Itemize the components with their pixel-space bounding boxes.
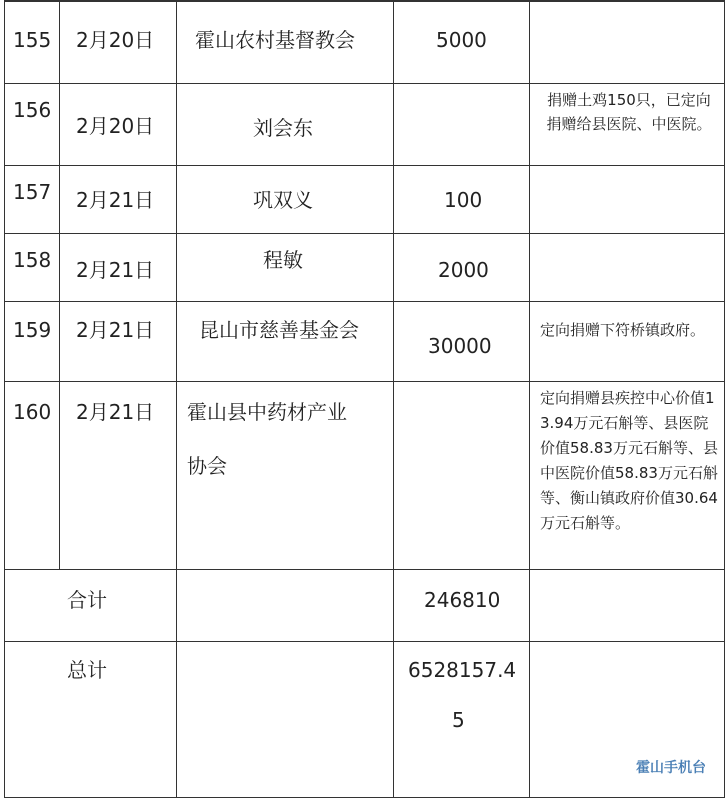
date-cell bbox=[60, 166, 177, 234]
donor-name: 程敏 bbox=[263, 248, 303, 272]
total-label: 总计 bbox=[67, 658, 107, 682]
donor-cell bbox=[177, 302, 394, 382]
total-label-cell bbox=[4, 642, 177, 798]
date: 2月21日 bbox=[76, 318, 155, 342]
donor-name-line-1: 霍山县中药材产业 bbox=[187, 400, 347, 424]
row-number: 155 bbox=[13, 28, 52, 52]
note-cell bbox=[530, 0, 725, 84]
table-row bbox=[4, 0, 725, 84]
row-number: 158 bbox=[13, 248, 52, 272]
table-row bbox=[4, 234, 725, 302]
note-cell bbox=[530, 166, 725, 234]
date: 2月20日 bbox=[76, 114, 155, 138]
row-number-cell bbox=[4, 84, 60, 166]
note-cell bbox=[530, 642, 725, 798]
note-text: 捐赠土鸡150只，已定向捐赠给县医院、中医院。 bbox=[546, 91, 712, 133]
date: 2月21日 bbox=[76, 400, 155, 424]
row-number-cell bbox=[4, 0, 60, 84]
note-cell bbox=[530, 382, 725, 570]
donor-cell bbox=[177, 0, 394, 84]
donor-name: 巩双义 bbox=[253, 188, 313, 212]
row-number: 157 bbox=[13, 180, 52, 204]
donor-cell bbox=[177, 382, 394, 570]
date: 2月21日 bbox=[76, 188, 155, 212]
amount: 100 bbox=[444, 188, 483, 212]
amount-cell bbox=[394, 84, 530, 166]
donor-name: 霍山农村基督教会 bbox=[195, 28, 355, 52]
row-number-cell bbox=[4, 382, 60, 570]
donation-table bbox=[4, 0, 725, 798]
subtotal-amount-cell bbox=[394, 570, 530, 642]
row-number: 156 bbox=[13, 98, 52, 122]
total-amount-cell bbox=[394, 642, 530, 798]
donor-cell bbox=[177, 166, 394, 234]
subtotal-label-cell bbox=[4, 570, 177, 642]
note-cell bbox=[530, 302, 725, 382]
subtotal-amount: 246810 bbox=[424, 588, 501, 612]
amount-cell bbox=[394, 0, 530, 84]
donor-cell bbox=[177, 84, 394, 166]
amount-cell bbox=[394, 234, 530, 302]
amount-cell bbox=[394, 382, 530, 570]
note-text: 定向捐赠县疾控中心价值13.94万元石斛等、县医院价值58.83万元石斛等、县中医院价值58.83万元石斛等、衡山镇政府价值30.64万元石斛等。 bbox=[540, 389, 718, 532]
date: 2月21日 bbox=[76, 258, 155, 282]
row-number-cell bbox=[4, 302, 60, 382]
date-cell bbox=[60, 0, 177, 84]
amount: 2000 bbox=[438, 258, 489, 282]
row-number-cell bbox=[4, 166, 60, 234]
date-cell bbox=[60, 84, 177, 166]
date-cell bbox=[60, 234, 177, 302]
table-row bbox=[4, 84, 725, 166]
row-number: 159 bbox=[13, 318, 52, 342]
total-row bbox=[4, 642, 725, 798]
donor-cell bbox=[177, 570, 394, 642]
donor-cell bbox=[177, 642, 394, 798]
donor-cell bbox=[177, 234, 394, 302]
amount-cell bbox=[394, 166, 530, 234]
note-cell bbox=[530, 234, 725, 302]
table-row bbox=[4, 302, 725, 382]
row-number: 160 bbox=[13, 400, 52, 424]
note-cell bbox=[530, 570, 725, 642]
note-cell bbox=[530, 84, 725, 166]
date: 2月20日 bbox=[76, 28, 155, 52]
table-row bbox=[4, 382, 725, 570]
total-amount-line-2: 5 bbox=[452, 708, 465, 732]
row-number-cell bbox=[4, 234, 60, 302]
table-row bbox=[4, 166, 725, 234]
amount-cell bbox=[394, 302, 530, 382]
donor-name-line-2: 协会 bbox=[187, 454, 227, 478]
donor-name: 昆山市慈善基金会 bbox=[199, 318, 359, 342]
donor-name: 刘会东 bbox=[253, 116, 313, 140]
watermark-logo: 霍山手机台 bbox=[636, 760, 706, 776]
date-cell bbox=[60, 382, 177, 570]
date-cell bbox=[60, 302, 177, 382]
subtotal-label: 合计 bbox=[67, 588, 107, 612]
amount: 30000 bbox=[428, 334, 492, 358]
note-text: 定向捐赠下符桥镇政府。 bbox=[540, 321, 706, 339]
amount: 5000 bbox=[436, 28, 487, 52]
total-amount-line-1: 6528157.4 bbox=[408, 658, 517, 682]
subtotal-row bbox=[4, 570, 725, 642]
